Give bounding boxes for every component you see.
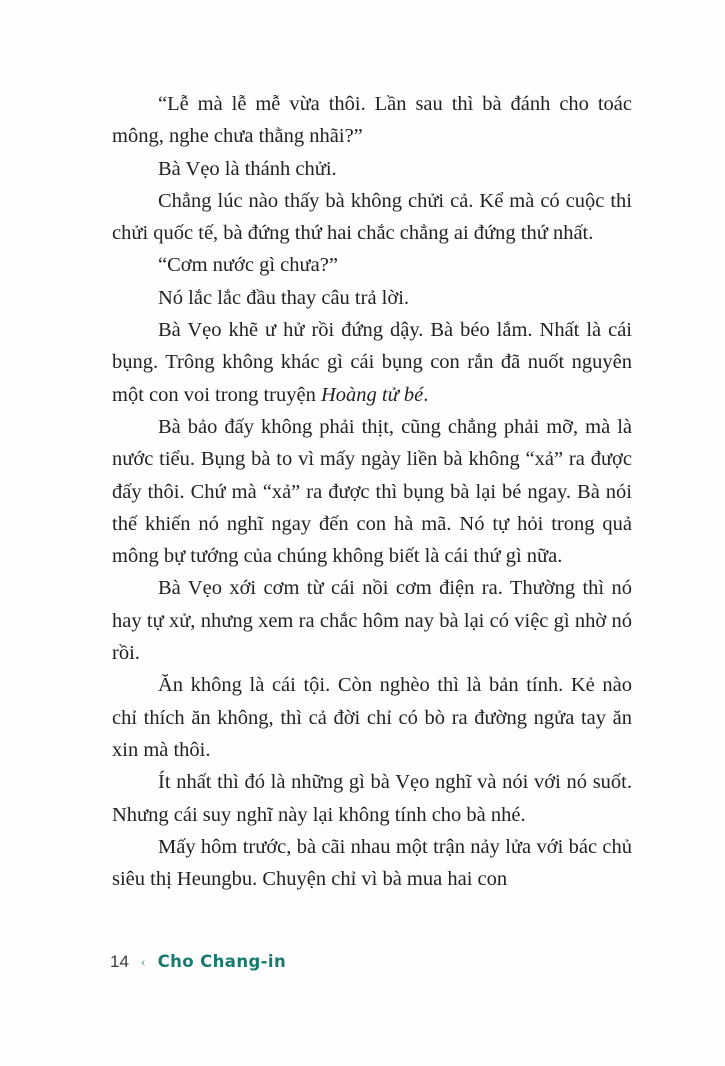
paragraph bbox=[112, 314, 632, 411]
author-name: Cho Chang-in bbox=[157, 952, 287, 971]
text-run: Bà bảo đấy không phải thịt, cũng chẳng phải mỡ, mà là nước tiểu. Bụng bà to vì mấy ngày liền bà không “xả” ra được đấy thôi. Chứ mà “xả” ra được thì bụng bà lại bé ngay. Bà nói thế khiến nó nghĩ ngay đến con hà mã. Nó tự hỏi trong quả mông bự tướng của chúng không biết là cái thứ gì nữa. bbox=[112, 415, 632, 568]
page-number: 14 bbox=[110, 952, 129, 971]
paragraph bbox=[112, 572, 632, 669]
text-run: Nó lắc lắc đầu thay câu trả lời. bbox=[158, 286, 410, 309]
text-run: Bà Vẹo xới cơm từ cái nồi cơm điện ra. Thường thì nó hay tự xử, nhưng xem ra chắc hôm nay bà lại có việc gì nhờ nó rồi. bbox=[112, 577, 632, 665]
page-footer bbox=[110, 952, 286, 972]
text-run: Bà Vẹo là thánh chửi. bbox=[158, 157, 337, 180]
text-run: Chẳng lúc nào thấy bà không chửi cả. Kể mà có cuộc thi chửi quốc tế, bà đứng thứ hai chắc chẳng ai đứng thứ nhất. bbox=[112, 189, 632, 245]
text-run: . bbox=[423, 383, 429, 406]
body-text bbox=[112, 88, 632, 895]
paragraph bbox=[112, 153, 632, 185]
paragraph bbox=[112, 766, 632, 831]
paragraph bbox=[112, 282, 632, 314]
paragraph bbox=[112, 669, 632, 766]
text-run: Ít nhất thì đó là những gì bà Vẹo nghĩ và nói với nó suốt. Nhưng cái suy nghĩ này lại không tính cho bà nhé. bbox=[112, 771, 632, 826]
paragraph bbox=[112, 185, 632, 250]
text-run: Bà Vẹo khẽ ư hử rồi đứng dậy. Bà béo lắm. Nhất là cái bụng. Trông không khác gì cái bụng con rắn đã nuốt nguyên một con voi trong truyện bbox=[112, 319, 632, 406]
text-run: Mấy hôm trước, bà cãi nhau một trận nảy lửa với bác chủ siêu thị Heungbu. Chuyện chỉ vì bà mua hai con bbox=[112, 835, 632, 891]
footer-separator-icon: ‹ bbox=[140, 955, 146, 970]
paragraph bbox=[112, 411, 632, 572]
italic-text-run: Hoàng tử bé bbox=[320, 383, 424, 406]
paragraph bbox=[112, 831, 632, 896]
paragraph bbox=[112, 249, 632, 281]
text-run: Ăn không là cái tội. Còn nghèo thì là bản tính. Kẻ nào chỉ thích ăn không, thì cả đời chỉ có bò ra đường ngửa tay ăn xin mà thôi. bbox=[112, 674, 632, 761]
paragraph bbox=[112, 88, 632, 153]
text-run: “Cơm nước gì chưa?” bbox=[158, 254, 338, 277]
text-run: “Lễ mà lễ mễ vừa thôi. Lần sau thì bà đánh cho toác mông, nghe chưa thằng nhãi?” bbox=[112, 93, 632, 148]
